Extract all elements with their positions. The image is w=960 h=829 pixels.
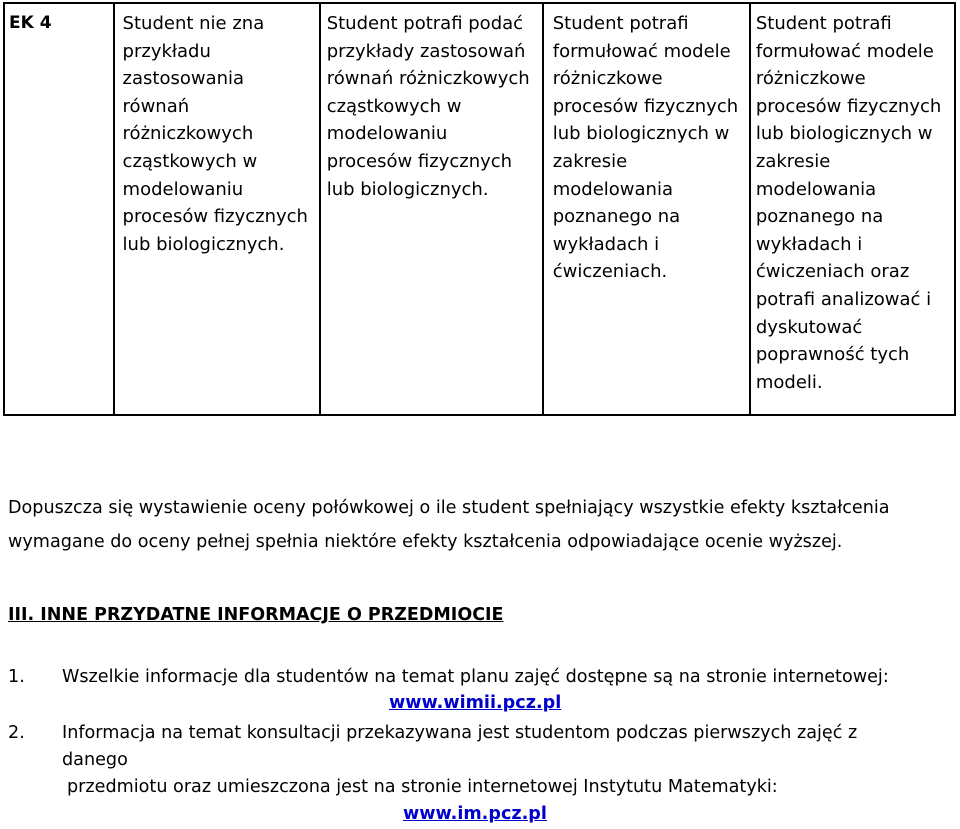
info-item-2 — [8, 720, 953, 810]
item-number: 1. — [8, 667, 25, 687]
grade-cell-1: Student nie zna przykładu zastosowania równań różniczkowych cząstkowych w modelowaniu procesów fizycznych lub biologicznych. — [115, 4, 321, 414]
half-grade-note: Dopuszcza się wystawienie oceny połówkowej o ile student spełniający wszystkie efekty kształcenia wymagane do oceny pełnej spełnia niektóre efekty kształcenia odpowiadające ocenie wyższej. — [8, 498, 890, 552]
item-text-line1: Informacja na temat konsultacji przekazywana jest studentom podczas pierwszych zajęć z — [62, 723, 858, 743]
item-text-line2: danego — [62, 750, 128, 770]
grade-cell-4: Student potrafi formułować modele różniczkowe procesów fizycznych lub biologicznych w zakresie modelowania poznanego na wykładach i ćwiczeniach oraz potrafi analizować i dyskutować poprawność tych modeli. — [755, 13, 942, 393]
info-item-1 — [8, 664, 953, 694]
item-text: Wszelkie informacje dla studentów na temat planu zajęć dostępne są na stronie internetowej: — [62, 667, 889, 687]
item-text-line3: przedmiotu oraz umieszczona jest na stronie internetowej Instytutu Matematyki: — [67, 777, 778, 797]
section-heading: III. INNE PRZYDATNE INFORMACJE O PRZEDMIOCIE — [8, 605, 504, 625]
im-link[interactable]: www.im.pcz.pl — [403, 804, 547, 824]
wimii-link[interactable]: www.wimii.pcz.pl — [389, 693, 562, 713]
grade-cell-3: Student potrafi formułować modele różniczkowe procesów fizycznych lub biologicznych w zakresie modelowania poznanego na wykładach i ćwiczeniach. — [544, 4, 751, 414]
assessment-table — [3, 2, 956, 416]
item-number: 2. — [8, 723, 25, 743]
grade-cell-2: Student potrafi podać przykłady zastosowań równań różniczkowych cząstkowych w modelowaniu procesów fizycznych lub biologicznych. — [321, 4, 544, 414]
row-label: EK 4 — [5, 4, 115, 414]
